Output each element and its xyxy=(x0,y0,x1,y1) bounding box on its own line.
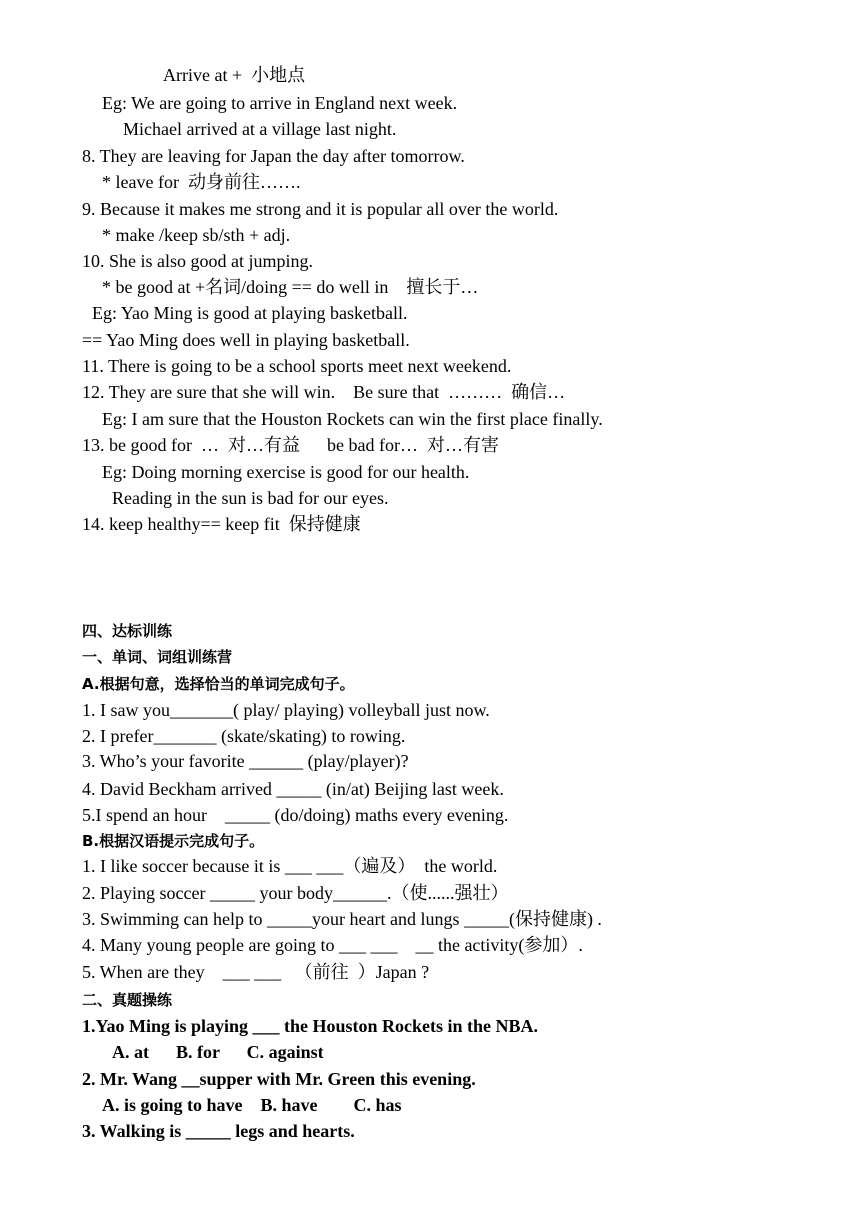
question-1: 1.Yao Ming is playing ___ the Houston Rockets in the NBA. xyxy=(82,1016,539,1036)
note-line-item-8: 8. They are leaving for Japan the day after tomorrow. xyxy=(82,146,465,166)
exercise-b-2: 2. Playing soccer _____ your body______.（使......强壮） xyxy=(82,883,509,903)
note-line-example: Eg: Doing morning exercise is good for our health. xyxy=(102,462,470,482)
note-line-example: Eg: Yao Ming is good at playing basketball. xyxy=(92,303,408,323)
question-3: 3. Walking is _____ legs and hearts. xyxy=(82,1121,355,1141)
note-line-item-13: 13. be good for … 对…有益 be bad for… 对…有害 xyxy=(82,435,499,455)
note-line-item-11: 11. There is going to be a school sports meet next weekend. xyxy=(82,356,512,376)
exercise-b-3: 3. Swimming can help to _____your heart and lungs _____(保持健康) . xyxy=(82,909,602,929)
note-line-example: Reading in the sun is bad for our eyes. xyxy=(112,488,389,508)
note-line-equivalent: == Yao Ming does well in playing basketball. xyxy=(82,330,410,350)
question-2-options: A. is going to have B. have C. has xyxy=(102,1095,402,1115)
note-line-leave-for: * leave for 动身前往……. xyxy=(102,172,301,192)
note-line-make-keep: * make /keep sb/sth + adj. xyxy=(102,225,291,245)
part-a-title: A.根据句意，选择恰当的单词完成句子。 xyxy=(82,675,355,693)
exercise-b-4: 4. Many young people are going to ___ ___ __ the activity(参加）. xyxy=(82,935,583,955)
exercise-a-1: 1. I saw you_______( play/ playing) volleyball just now. xyxy=(82,700,490,720)
note-line-be-good-at: * be good at +名词/doing == do well in 擅长于… xyxy=(102,277,479,297)
exercise-b-5: 5. When are they ___ ___ （前往 ）Japan ? xyxy=(82,962,430,982)
note-line-example: Eg: We are going to arrive in England next week. xyxy=(102,93,458,113)
part-b-title: B.根据汉语提示完成句子。 xyxy=(82,832,265,850)
exercise-b-1: 1. I like soccer because it is ___ ___（遍及） the world. xyxy=(82,856,498,876)
part-1-title: 一、单词、词组训练营 xyxy=(82,648,233,666)
note-line-example: Eg: I am sure that the Houston Rockets can win the first place finally. xyxy=(102,409,603,429)
exercise-a-4: 4. David Beckham arrived _____ (in/at) Beijing last week. xyxy=(82,779,504,799)
note-line-item-9: 9. Because it makes me strong and it is popular all over the world. xyxy=(82,199,559,219)
question-1-options: A. at B. for C. against xyxy=(112,1042,324,1062)
note-line-item-10: 10. She is also good at jumping. xyxy=(82,251,313,271)
note-line-arrive-at: Arrive at + 小地点 xyxy=(163,65,306,85)
note-line-example: Michael arrived at a village last night. xyxy=(123,119,397,139)
exercise-a-2: 2. I prefer_______ (skate/skating) to rowing. xyxy=(82,726,406,746)
part-2-title: 二、真题操练 xyxy=(82,991,173,1009)
exercise-a-5: 5.I spend an hour _____ (do/doing) maths every evening. xyxy=(82,805,509,825)
note-line-item-12: 12. They are sure that she will win. Be sure that ……… 确信… xyxy=(82,382,566,402)
question-2: 2. Mr. Wang __supper with Mr. Green this evening. xyxy=(82,1069,476,1089)
note-line-item-14: 14. keep healthy== keep fit 保持健康 xyxy=(82,514,361,534)
exercise-a-3: 3. Who’s your favorite ______ (play/player)? xyxy=(82,751,409,771)
section-title: 四、达标训练 xyxy=(82,622,173,640)
